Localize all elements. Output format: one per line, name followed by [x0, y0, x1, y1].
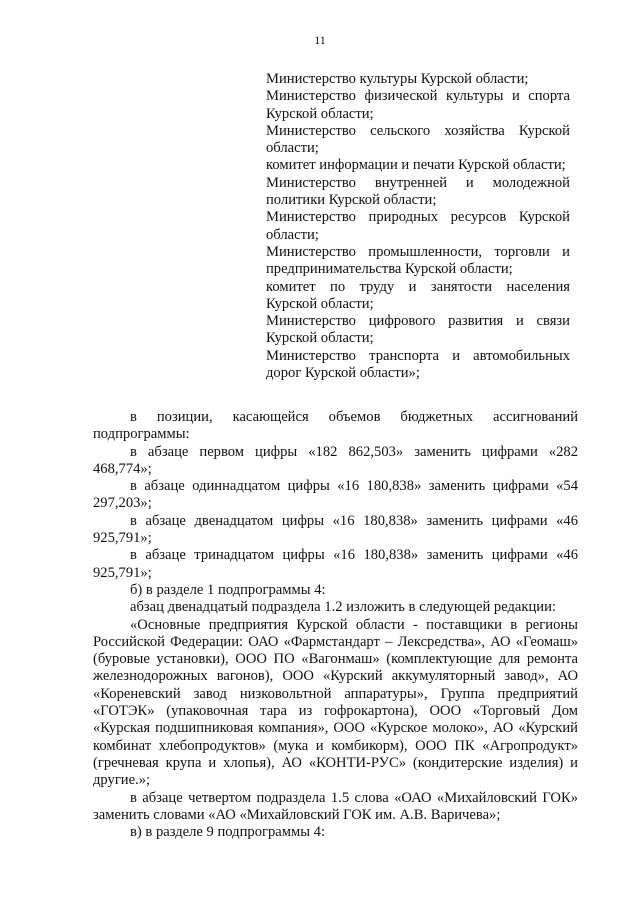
ministry-list [266, 71, 570, 382]
paragraph: б) в разделе 1 подпрограммы 4: [130, 581, 326, 598]
list-item: Министерство сельского хозяйства Курской области; [266, 122, 570, 157]
list-item: Министерство природных ресурсов Курской области; [266, 209, 570, 243]
list-item: Министерство промышленности, торговли и предпринимательства Курской области; [266, 243, 570, 278]
paragraph: в) в разделе 9 подпрограммы 4: [130, 824, 326, 841]
paragraph: в абзаце тринадцатом цифры «16 180,838» заменить цифрами «46 925,791»; [93, 547, 578, 581]
list-item: Министерство физической культуры и спорта Курской области; [266, 88, 570, 122]
paragraph: в абзаце двенадцатом цифры «16 180,838» заменить цифрами «46 925,791»; [93, 512, 578, 547]
paragraph: в абзаце одиннадцатом цифры «16 180,838» заменить цифрами «54 297,203»; [93, 478, 578, 512]
paragraph: «Основные предприятия Курской области - поставщики в регионы Российской Федерации: ОАО «Фармстандарт – Лексредства», АО «Геомаш» (буровые установки), ООО ПО «Вагонмаш» (комплектующие для ремонта железнодорожных вагонов), ООО «Курский аккумуляторный завод», АО «Кореневский завод низковольтной аппаратуры», Группа предприятий «ГОТЭК» (упаковочная тара из гофрокартона), ООО «Торговый Дом «Курская подшипниковая компания», ООО «Курское молоко», АО «Курский комбинат хлебопродуктов» (мука и комбикорм), ООО ПК «Агропродукт» (гречневая крупа и хлопья), АО «КОНТИ-РУС» (кондитерские изделия) и другие.»; [93, 616, 578, 789]
list-item: комитет по труду и занятости населения Курской области; [266, 278, 570, 312]
paragraph: в абзаце четвертом подраздела 1.5 слова «ОАО «Михайловский ГОК» заменить словами «АО «Михайловский ГОК им. А.В. Варичева»; [93, 789, 578, 823]
paragraph: в абзаце первом цифры «182 862,503» заменить цифрами «282 468,774»; [93, 443, 578, 477]
paragraph: абзац двенадцатый подраздела 1.2 изложить в следующей редакции: [130, 599, 556, 616]
list-item: Министерство цифрового развития и связи Курской области; [266, 313, 570, 347]
list-item: Министерство транспорта и автомобильных дорог Курской области»; [266, 347, 570, 382]
list-item: комитет информации и печати Курской области; [266, 157, 566, 174]
page-number: 11 [314, 33, 326, 47]
list-item: Министерство внутренней и молодежной политики Курской области; [266, 174, 570, 209]
document-body [93, 409, 578, 841]
list-item: Министерство культуры Курской области; [266, 71, 529, 87]
paragraph: в позиции, касающейся объемов бюджетных ассигнований подпрограммы: [93, 409, 578, 443]
